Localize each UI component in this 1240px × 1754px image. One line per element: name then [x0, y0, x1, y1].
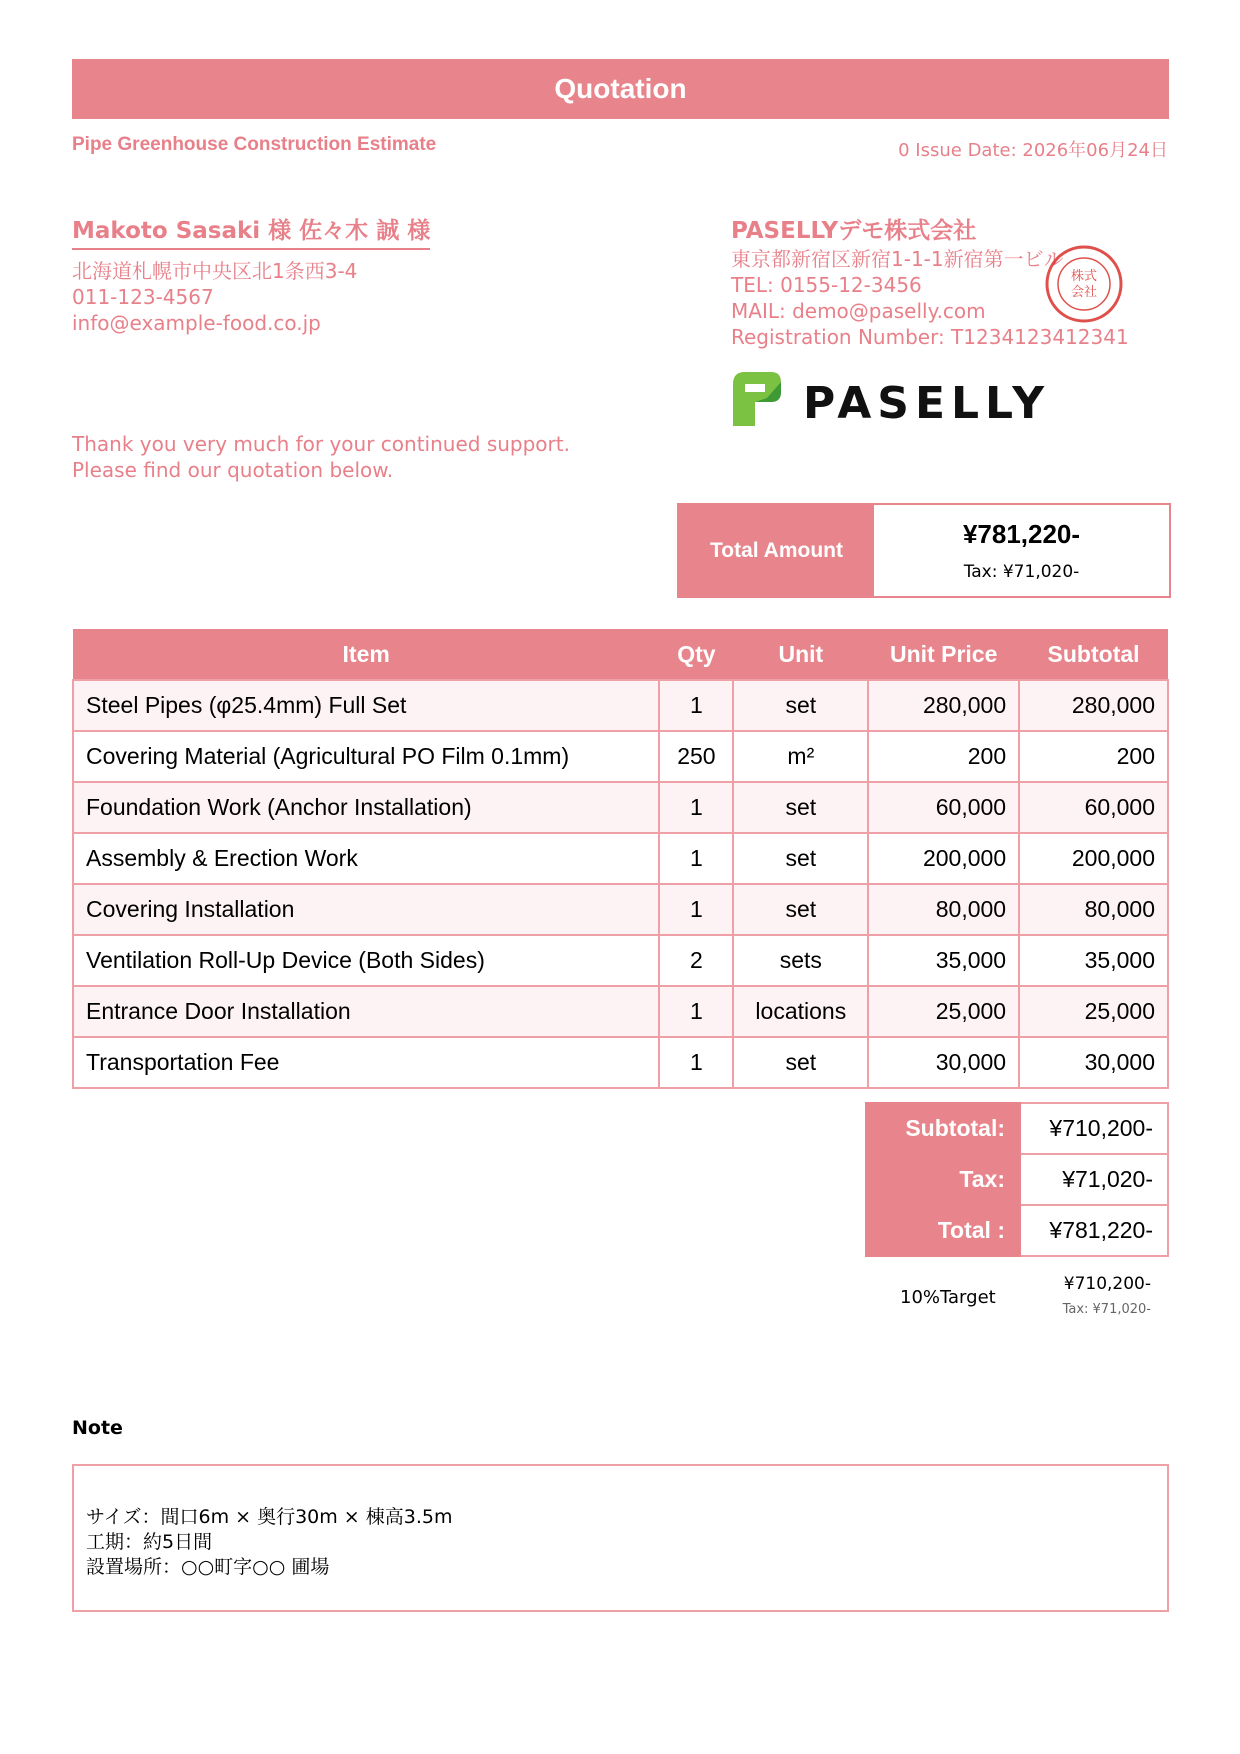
- cell-unit: set: [733, 1037, 868, 1088]
- note-line-2: 工期：約5日間: [86, 1531, 213, 1553]
- total-amount-label: Total Amount: [679, 505, 874, 596]
- svg-text:株式: 株式: [1070, 269, 1098, 284]
- greeting-line-1: Thank you very much for your continued support.: [72, 432, 570, 456]
- company-name: PASELLYデモ株式会社: [731, 218, 977, 244]
- cell-unit-price: 200: [868, 731, 1019, 782]
- table-row: [73, 680, 1168, 731]
- cell-subtotal: 35,000: [1019, 935, 1168, 986]
- table-row: [73, 1037, 1168, 1088]
- cell-item: Covering Material (Agricultural PO Film 0.1mm): [73, 731, 659, 782]
- cell-qty: 1: [659, 680, 733, 731]
- cell-unit-price: 30,000: [868, 1037, 1019, 1088]
- cell-subtotal: 25,000: [1019, 986, 1168, 1037]
- subtotal-label: Subtotal:: [866, 1103, 1020, 1154]
- total-amount-box: [677, 503, 1171, 598]
- table-row: [73, 833, 1168, 884]
- subtotal-value: ¥710,200-: [1020, 1103, 1168, 1154]
- cell-item: Covering Installation: [73, 884, 659, 935]
- cell-subtotal: 80,000: [1019, 884, 1168, 935]
- tax-value: ¥71,020-: [1020, 1154, 1168, 1205]
- issue-date: 0 Issue Date: 2026年06月24日: [898, 140, 1168, 161]
- cell-qty: 1: [659, 986, 733, 1037]
- cell-unit: set: [733, 833, 868, 884]
- total-value: ¥781,220-: [1020, 1205, 1168, 1256]
- svg-text:会社: 会社: [1070, 285, 1098, 300]
- document-title: Quotation: [72, 59, 1169, 119]
- cell-unit-price: 80,000: [868, 884, 1019, 935]
- cell-unit-price: 60,000: [868, 782, 1019, 833]
- cell-subtotal: 200: [1019, 731, 1168, 782]
- cell-qty: 2: [659, 935, 733, 986]
- note-line-1: サイズ：間口6m × 奥行30m × 棟高3.5m: [86, 1506, 453, 1528]
- header-unit-price: Unit Price: [868, 629, 1019, 680]
- cell-unit-price: 35,000: [868, 935, 1019, 986]
- cell-unit: m²: [733, 731, 868, 782]
- leaf-icon: [733, 372, 781, 426]
- summary-total-row: [866, 1205, 1168, 1256]
- total-label: Total :: [866, 1205, 1020, 1256]
- table-header-row: [73, 629, 1168, 680]
- header-item: Item: [73, 629, 659, 680]
- header-subtotal: Subtotal: [1019, 629, 1168, 680]
- cell-unit-price: 25,000: [868, 986, 1019, 1037]
- cell-item: Transportation Fee: [73, 1037, 659, 1088]
- total-tax-value: Tax: ¥71,020-: [963, 562, 1080, 582]
- cell-qty: 1: [659, 782, 733, 833]
- cell-qty: 1: [659, 884, 733, 935]
- cell-item: Ventilation Roll-Up Device (Both Sides): [73, 935, 659, 986]
- customer-name: Makoto Sasaki 様 佐々木 誠 様: [72, 212, 430, 250]
- cell-unit: set: [733, 680, 868, 731]
- cell-item: Steel Pipes (φ25.4mm) Full Set: [73, 680, 659, 731]
- summary-subtotal-row: [866, 1103, 1168, 1154]
- greeting-line-2: Please find our quotation below.: [72, 458, 394, 482]
- header-unit: Unit: [733, 629, 868, 680]
- cell-unit: set: [733, 782, 868, 833]
- cell-unit-price: 200,000: [868, 833, 1019, 884]
- company-seal-stamp: [1044, 244, 1124, 324]
- cell-unit: locations: [733, 986, 868, 1037]
- company-address: 東京都新宿区新宿1-1-1新宿第一ビル: [731, 247, 1064, 271]
- cell-subtotal: 30,000: [1019, 1037, 1168, 1088]
- svg-text:PASELLY: PASELLY: [803, 378, 1051, 429]
- cell-qty: 1: [659, 1037, 733, 1088]
- paselly-logo: [731, 368, 1061, 430]
- cell-unit: set: [733, 884, 868, 935]
- cell-unit: sets: [733, 935, 868, 986]
- summary-tax-row: [866, 1154, 1168, 1205]
- summary-table: [865, 1102, 1169, 1257]
- customer-phone: 011-123-4567: [72, 285, 214, 309]
- note-box: [72, 1464, 1169, 1612]
- company-registration: Registration Number: T1234123412341: [731, 325, 1129, 349]
- tax-label: Tax:: [866, 1154, 1020, 1205]
- customer-email: info@example-food.co.jp: [72, 311, 321, 335]
- total-amount-value: ¥781,220-: [962, 519, 1081, 549]
- cell-subtotal: 60,000: [1019, 782, 1168, 833]
- company-tel: TEL: 0155-12-3456: [731, 273, 922, 297]
- header-qty: Qty: [659, 629, 733, 680]
- cell-item: Entrance Door Installation: [73, 986, 659, 1037]
- cell-qty: 250: [659, 731, 733, 782]
- table-row: [73, 884, 1168, 935]
- note-line-3: 設置場所：○○町字○○ 圃場: [86, 1556, 330, 1578]
- table-row: [73, 986, 1168, 1037]
- company-mail: MAIL: demo@paselly.com: [731, 299, 986, 323]
- table-row: [73, 782, 1168, 833]
- document-subtitle: Pipe Greenhouse Construction Estimate: [72, 134, 437, 155]
- items-table: [72, 629, 1169, 1089]
- customer-address: 北海道札幌市中央区北1条西3-4: [72, 259, 358, 283]
- tax-rate-label: 10%Target: [900, 1287, 996, 1308]
- tax-rate-tax: Tax: ¥71,020-: [1062, 1302, 1151, 1317]
- tax-rate-amount: ¥710,200-: [1063, 1274, 1151, 1294]
- cell-item: Assembly & Erection Work: [73, 833, 659, 884]
- cell-unit-price: 280,000: [868, 680, 1019, 731]
- cell-subtotal: 280,000: [1019, 680, 1168, 731]
- cell-qty: 1: [659, 833, 733, 884]
- cell-subtotal: 200,000: [1019, 833, 1168, 884]
- table-row: [73, 935, 1168, 986]
- table-row: [73, 731, 1168, 782]
- cell-item: Foundation Work (Anchor Installation): [73, 782, 659, 833]
- note-label: Note: [72, 1417, 123, 1439]
